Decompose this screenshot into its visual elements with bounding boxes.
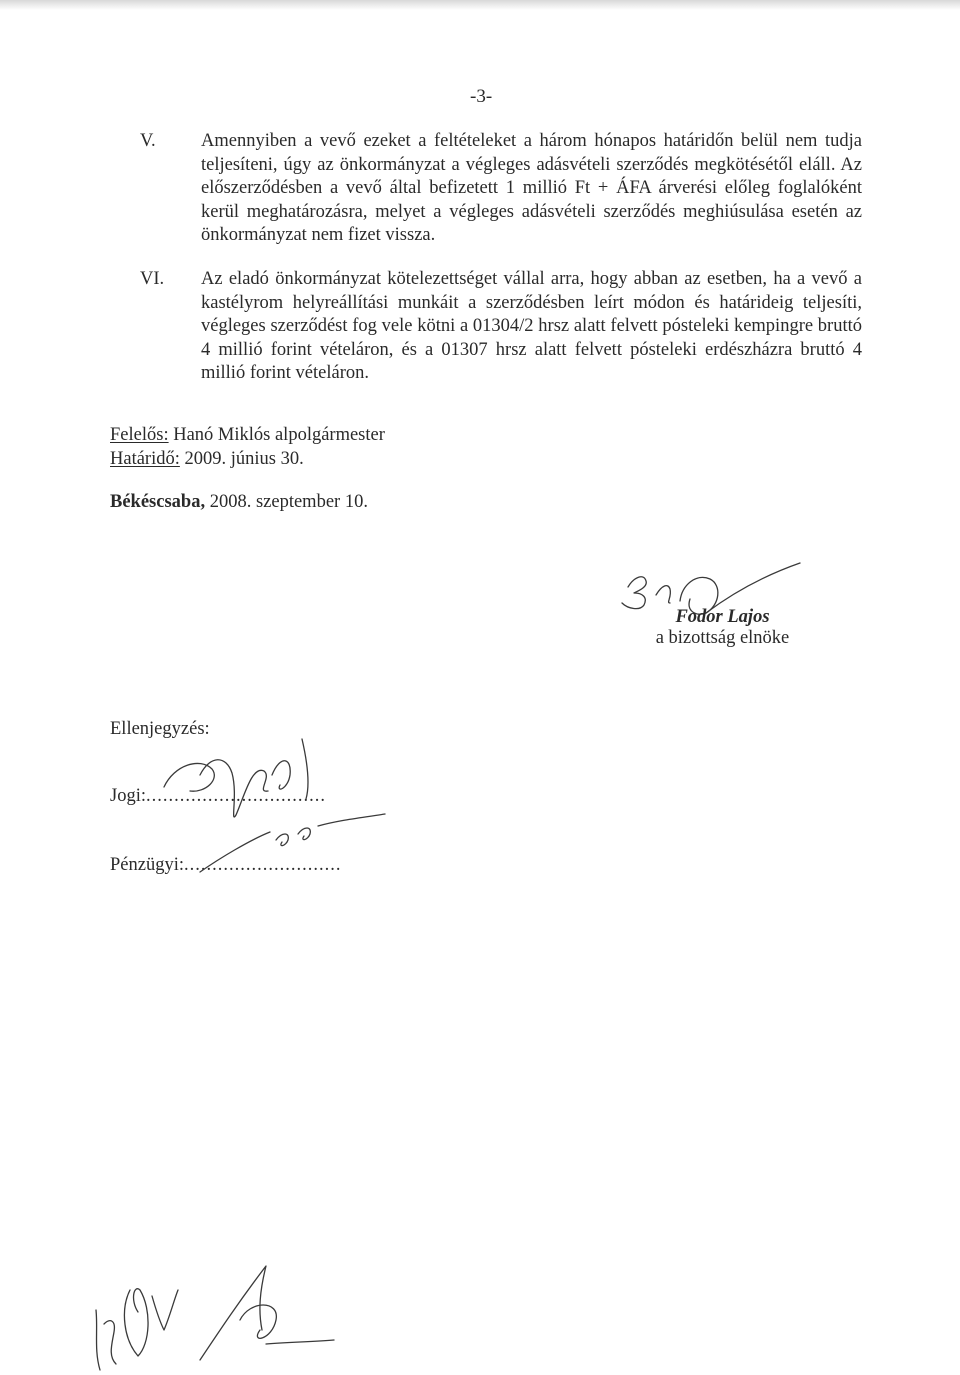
deadline-label: Határidő:: [110, 449, 180, 469]
deadline-value: 2009. június 30.: [179, 449, 304, 469]
section-number: VI.: [140, 269, 165, 289]
section-text: Az eladó önkormányzat kötelezettséget vállal arra, hogy abban az esetben, ha a vevő a kastélyrom helyreállítási munkáit a szerződésben leírt módon és határideig teljesíti, végleges szerződést fog vele kötni a 01304/2 hrsz alatt felvett pósteleki kempingre bruttó 4 millió forint vételáron, és a 01307 hrsz alatt felvett pósteleki erdészházra bruttó 4 millió forint vételáron.: [201, 269, 862, 384]
finance-signature-scribble: [190, 810, 390, 880]
place-date-line: [110, 492, 368, 513]
responsible-value: Hanó Miklós alpolgármester: [168, 425, 385, 445]
place: Békéscsaba,: [110, 492, 206, 512]
date: 2008. szeptember 10.: [205, 492, 368, 512]
deadline-line: [110, 449, 304, 470]
signer-title: a bizottság elnöke: [655, 628, 790, 648]
finance-signature-dots: ............................: [184, 855, 342, 875]
legal-signature-dots: ................................: [145, 786, 326, 806]
signer-block: [600, 607, 845, 649]
signer-name: Fodor Lajos: [675, 607, 770, 627]
scan-top-edge: [0, 0, 960, 10]
legal-label: Jogi:: [110, 786, 146, 806]
countersign-title: Ellenjegyzés:: [110, 719, 210, 739]
section-text: Amennyiben a vevő ezeket a feltételeket a három hónapos határidőn belül nem tudja teljesíteni, úgy az önkormányzat a végleges adásvételi szerződés megkötésétől eláll. Az előszerződésben a vevő által befizetett 1 millió Ft + ÁFA árverési előleg foglalóként kerül meghatározásra, melyet a végleges adásvételi szerződés meghiúsulása esetén az önkormányzat nem fizet vissza.: [201, 131, 862, 246]
section-number: V.: [140, 131, 156, 151]
responsible-line: [110, 425, 385, 446]
initials-scribble: [90, 1260, 370, 1375]
page-number: -3-: [470, 86, 493, 107]
finance-label: Pénzügyi:: [110, 855, 184, 875]
responsible-label: Felelős:: [110, 425, 169, 445]
